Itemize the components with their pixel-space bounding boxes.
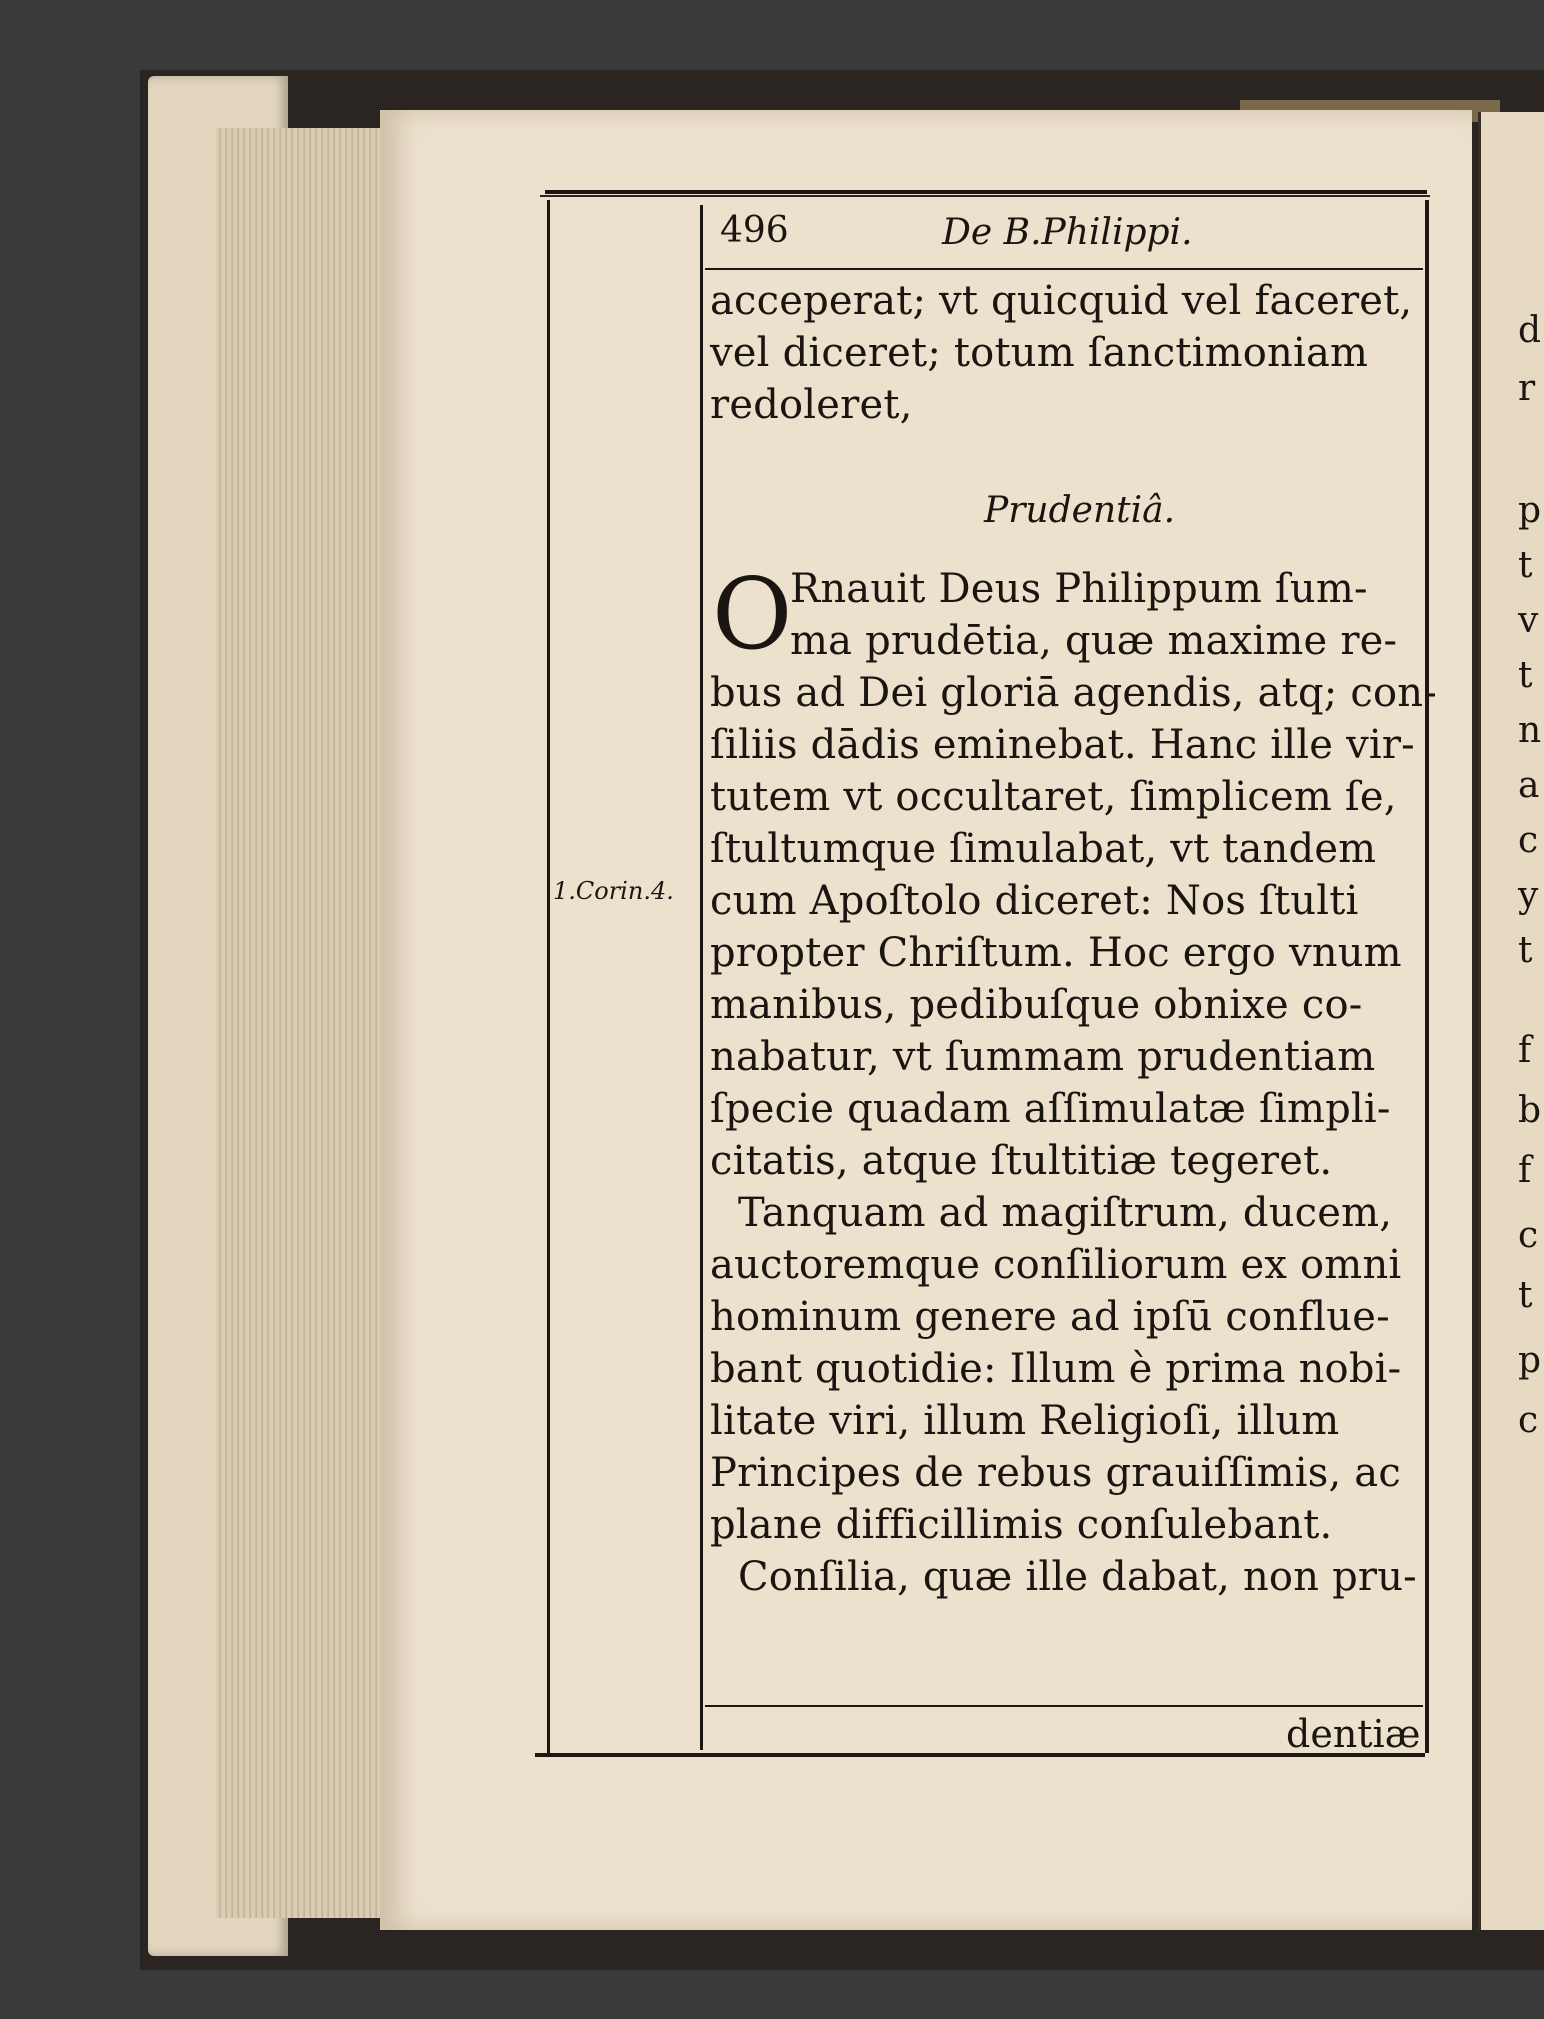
text-line: Rnauit Deus Philippum ſum- [790,566,1368,612]
margin-column-rule [700,205,703,1750]
margin-note: 1.Corin.4. [553,877,674,905]
drop-cap: O [712,558,793,672]
text-line: cum Apoſtolo diceret: Nos ſtulti [710,878,1359,924]
facing-page-letter: t [1518,1275,1533,1316]
text-line: bant quotidie: Illum è prima nobi- [710,1346,1402,1392]
catchword: dentiæ [1286,1712,1421,1756]
frame-top-rule-thin [540,195,1430,197]
page-edges [216,128,386,1918]
text-line: ſiliis dādis eminebat. Hanc ille vir- [710,722,1415,768]
text-line: plane difficillimis conſulebant. [710,1502,1333,1548]
facing-page-letter: f [1518,1150,1532,1191]
facing-page-letter: b [1518,1090,1542,1131]
text-line: citatis, atque ſtultitiæ tegeret. [710,1138,1333,1184]
facing-page-letter: t [1518,545,1533,586]
text-line: acceperat; vt quicquid vel faceret, [710,278,1413,324]
facing-page-letter: a [1518,765,1540,806]
text-line: Tanquam ad magiſtrum, ducem, [738,1190,1393,1236]
text-line: tutem vt occultaret, ſimplicem ſe, [710,774,1397,820]
text-line: vel diceret; totum ſanctimoniam [710,330,1369,376]
section-title: Prudentiâ. [984,490,1176,531]
text-line: nabatur, vt ſummam prudentiam [710,1034,1376,1080]
text-line: manibus, pedibuſque obnixe co- [710,982,1363,1028]
facing-page-letter: c [1518,820,1539,861]
text-line: bus ad Dei gloriā agendis, atq; con- [710,670,1437,716]
frame-top-rule [545,190,1427,194]
facing-page-letter: p [1518,490,1542,531]
facing-page-letter: p [1518,1340,1542,1381]
frame-left-rule [547,200,550,1753]
footer-rule [705,1705,1423,1707]
text-line: auctoremque conſiliorum ex omni [710,1242,1402,1288]
text-line: redoleret, [710,382,913,428]
page-number: 496 [720,210,789,251]
text-line: Conſilia, quæ ille dabat, non pru- [738,1554,1417,1600]
facing-page-letter: v [1518,600,1539,641]
text-line: hominum genere ad ipſū conflue- [710,1294,1390,1340]
text-line: propter Chriſtum. Hoc ergo vnum [710,930,1402,976]
facing-page-letter: d [1518,310,1542,351]
facing-page-letter: r [1518,368,1536,409]
running-head: De B.Philippi. [942,212,1193,253]
facing-page-letter: n [1518,710,1542,751]
facing-page-letter: f [1518,1030,1532,1071]
header-rule [705,268,1423,270]
text-line: Principes de rebus grauiſſimis, ac [710,1450,1401,1496]
text-line: ſtultumque ſimulabat, vt tandem [710,826,1377,872]
facing-page-letter: c [1518,1400,1539,1441]
text-line: ma prudētia, quæ maxime re- [790,618,1398,664]
text-line: ſpecie quadam aſſimulatæ ſimpli- [710,1086,1391,1132]
facing-page-letter: y [1518,875,1539,916]
frame-right-rule [1425,200,1429,1753]
text-line: litate viri, illum Religioſi, illum [710,1398,1340,1444]
facing-page-letter: c [1518,1215,1539,1256]
facing-page-letter: t [1518,930,1533,971]
facing-page-letter: t [1518,655,1533,696]
